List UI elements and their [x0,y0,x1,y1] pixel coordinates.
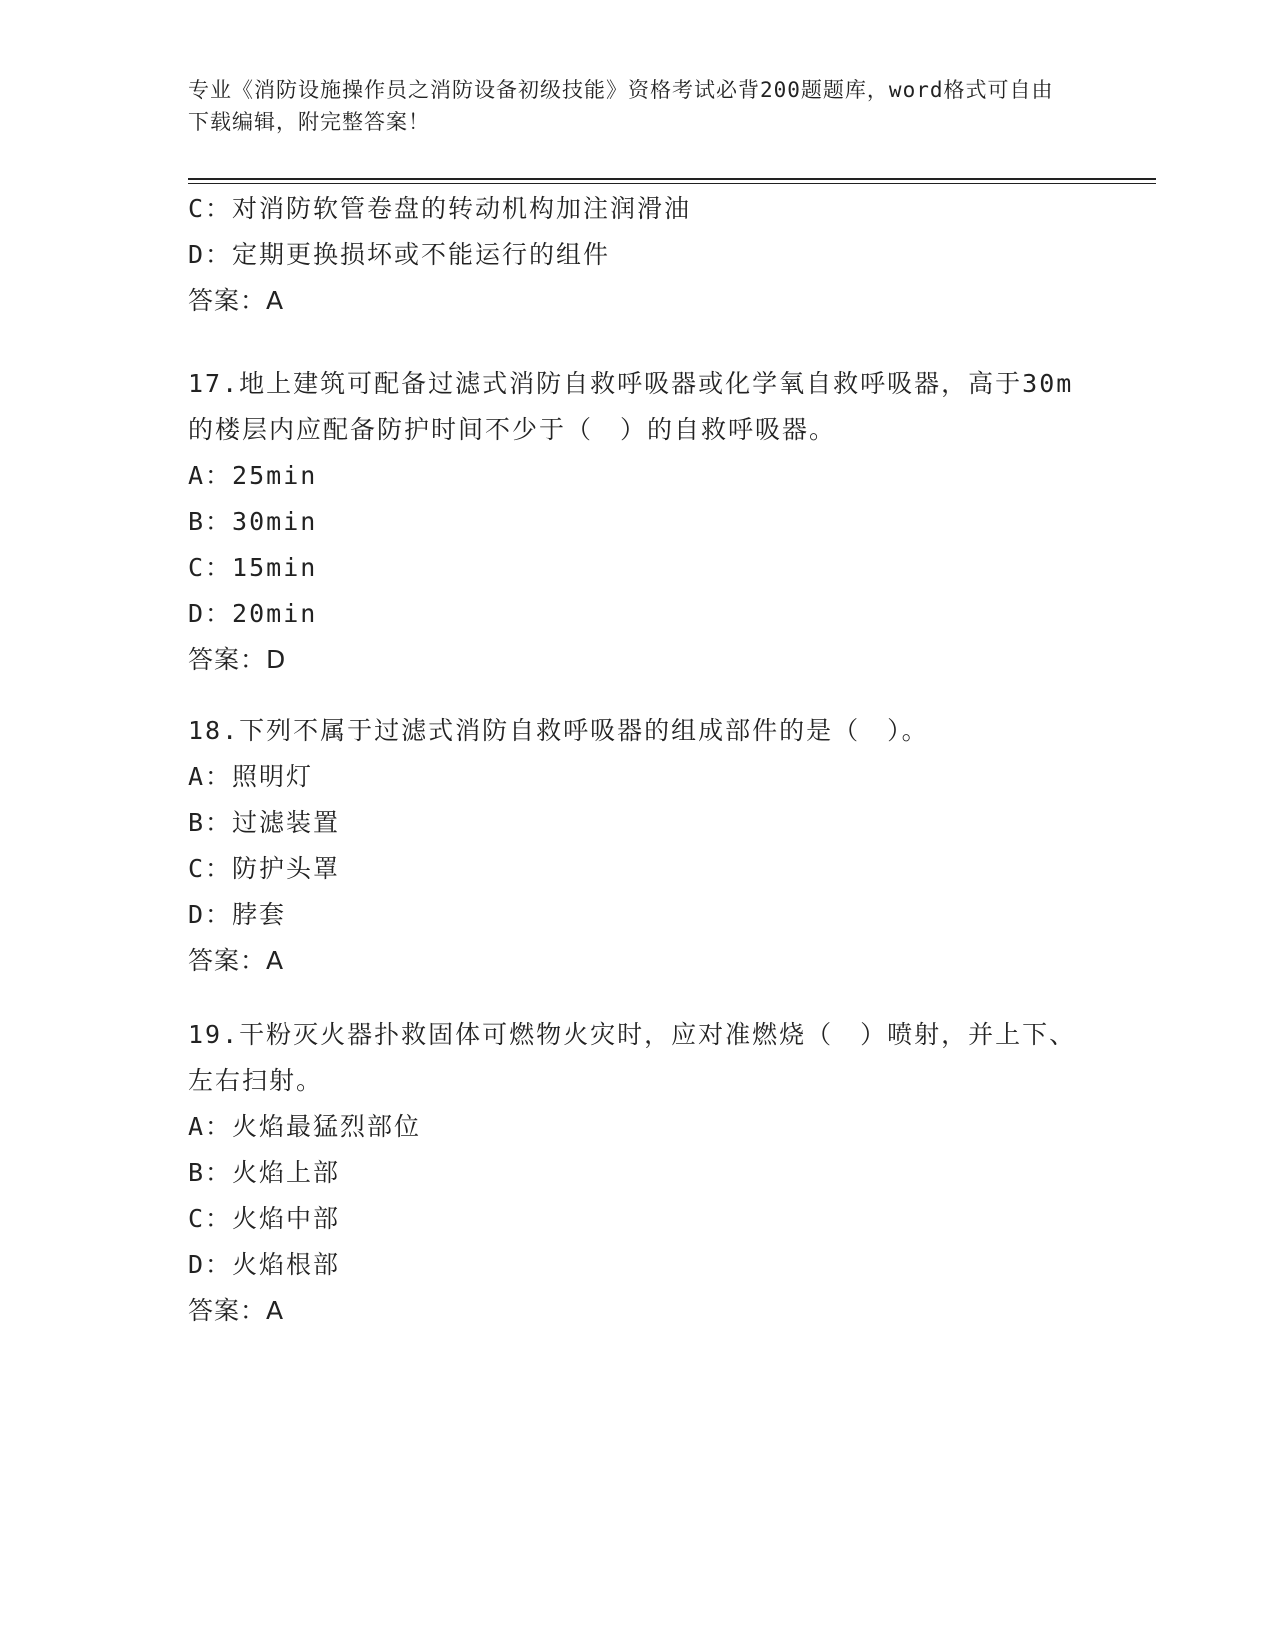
question-text: 19.干粉灭火器扑救固体可燃物火灾时，应对准燃烧（ ）喷射，并上下、左右扫射。 [188,1020,1077,1095]
header-divider-thick [188,178,1156,180]
option-c: C：对消防软管卷盘的转动机构加注润滑油 [188,194,692,223]
document-header: 专业《消防设施操作员之消防设备初级技能》资格考试必背200题题库，word格式可自由下载编辑，附完整答案！ [188,78,1054,134]
option-d: D：脖套 [188,900,287,929]
option-c: C：防护头罩 [188,854,341,883]
option-d: D：定期更换损坏或不能运行的组件 [188,240,611,269]
option-b: B：过滤装置 [188,808,341,837]
option-a: A：火焰最猛烈部位 [188,1112,422,1141]
answer-line: 答案：A [188,946,285,975]
question-text: 17.地上建筑可配备过滤式消防自救呼吸器或化学氧自救呼吸器，高于30m的楼层内应配备防护时间不少于（ ）的自救呼吸器。 [188,369,1074,444]
option-d: D：20min [188,599,318,628]
option-b: B：30min [188,507,318,536]
option-d: D：火焰根部 [188,1250,341,1279]
option-a: A：照明灯 [188,762,314,791]
option-c: C：15min [188,553,318,582]
question-text: 18.下列不属于过滤式消防自救呼吸器的组成部件的是（ ）。 [188,716,929,745]
question-19 [188,1012,1088,1334]
answer-line: 答案：A [188,286,285,315]
option-b: B：火焰上部 [188,1158,341,1187]
header-divider-thin [188,183,1156,184]
option-c: C：火焰中部 [188,1204,341,1233]
question-18 [188,708,1088,984]
answer-line: 答案：A [188,1296,285,1325]
question-17 [188,361,1088,683]
option-a: A：25min [188,461,318,490]
question-16-continuation [188,186,1088,324]
answer-line: 答案：D [188,645,287,674]
